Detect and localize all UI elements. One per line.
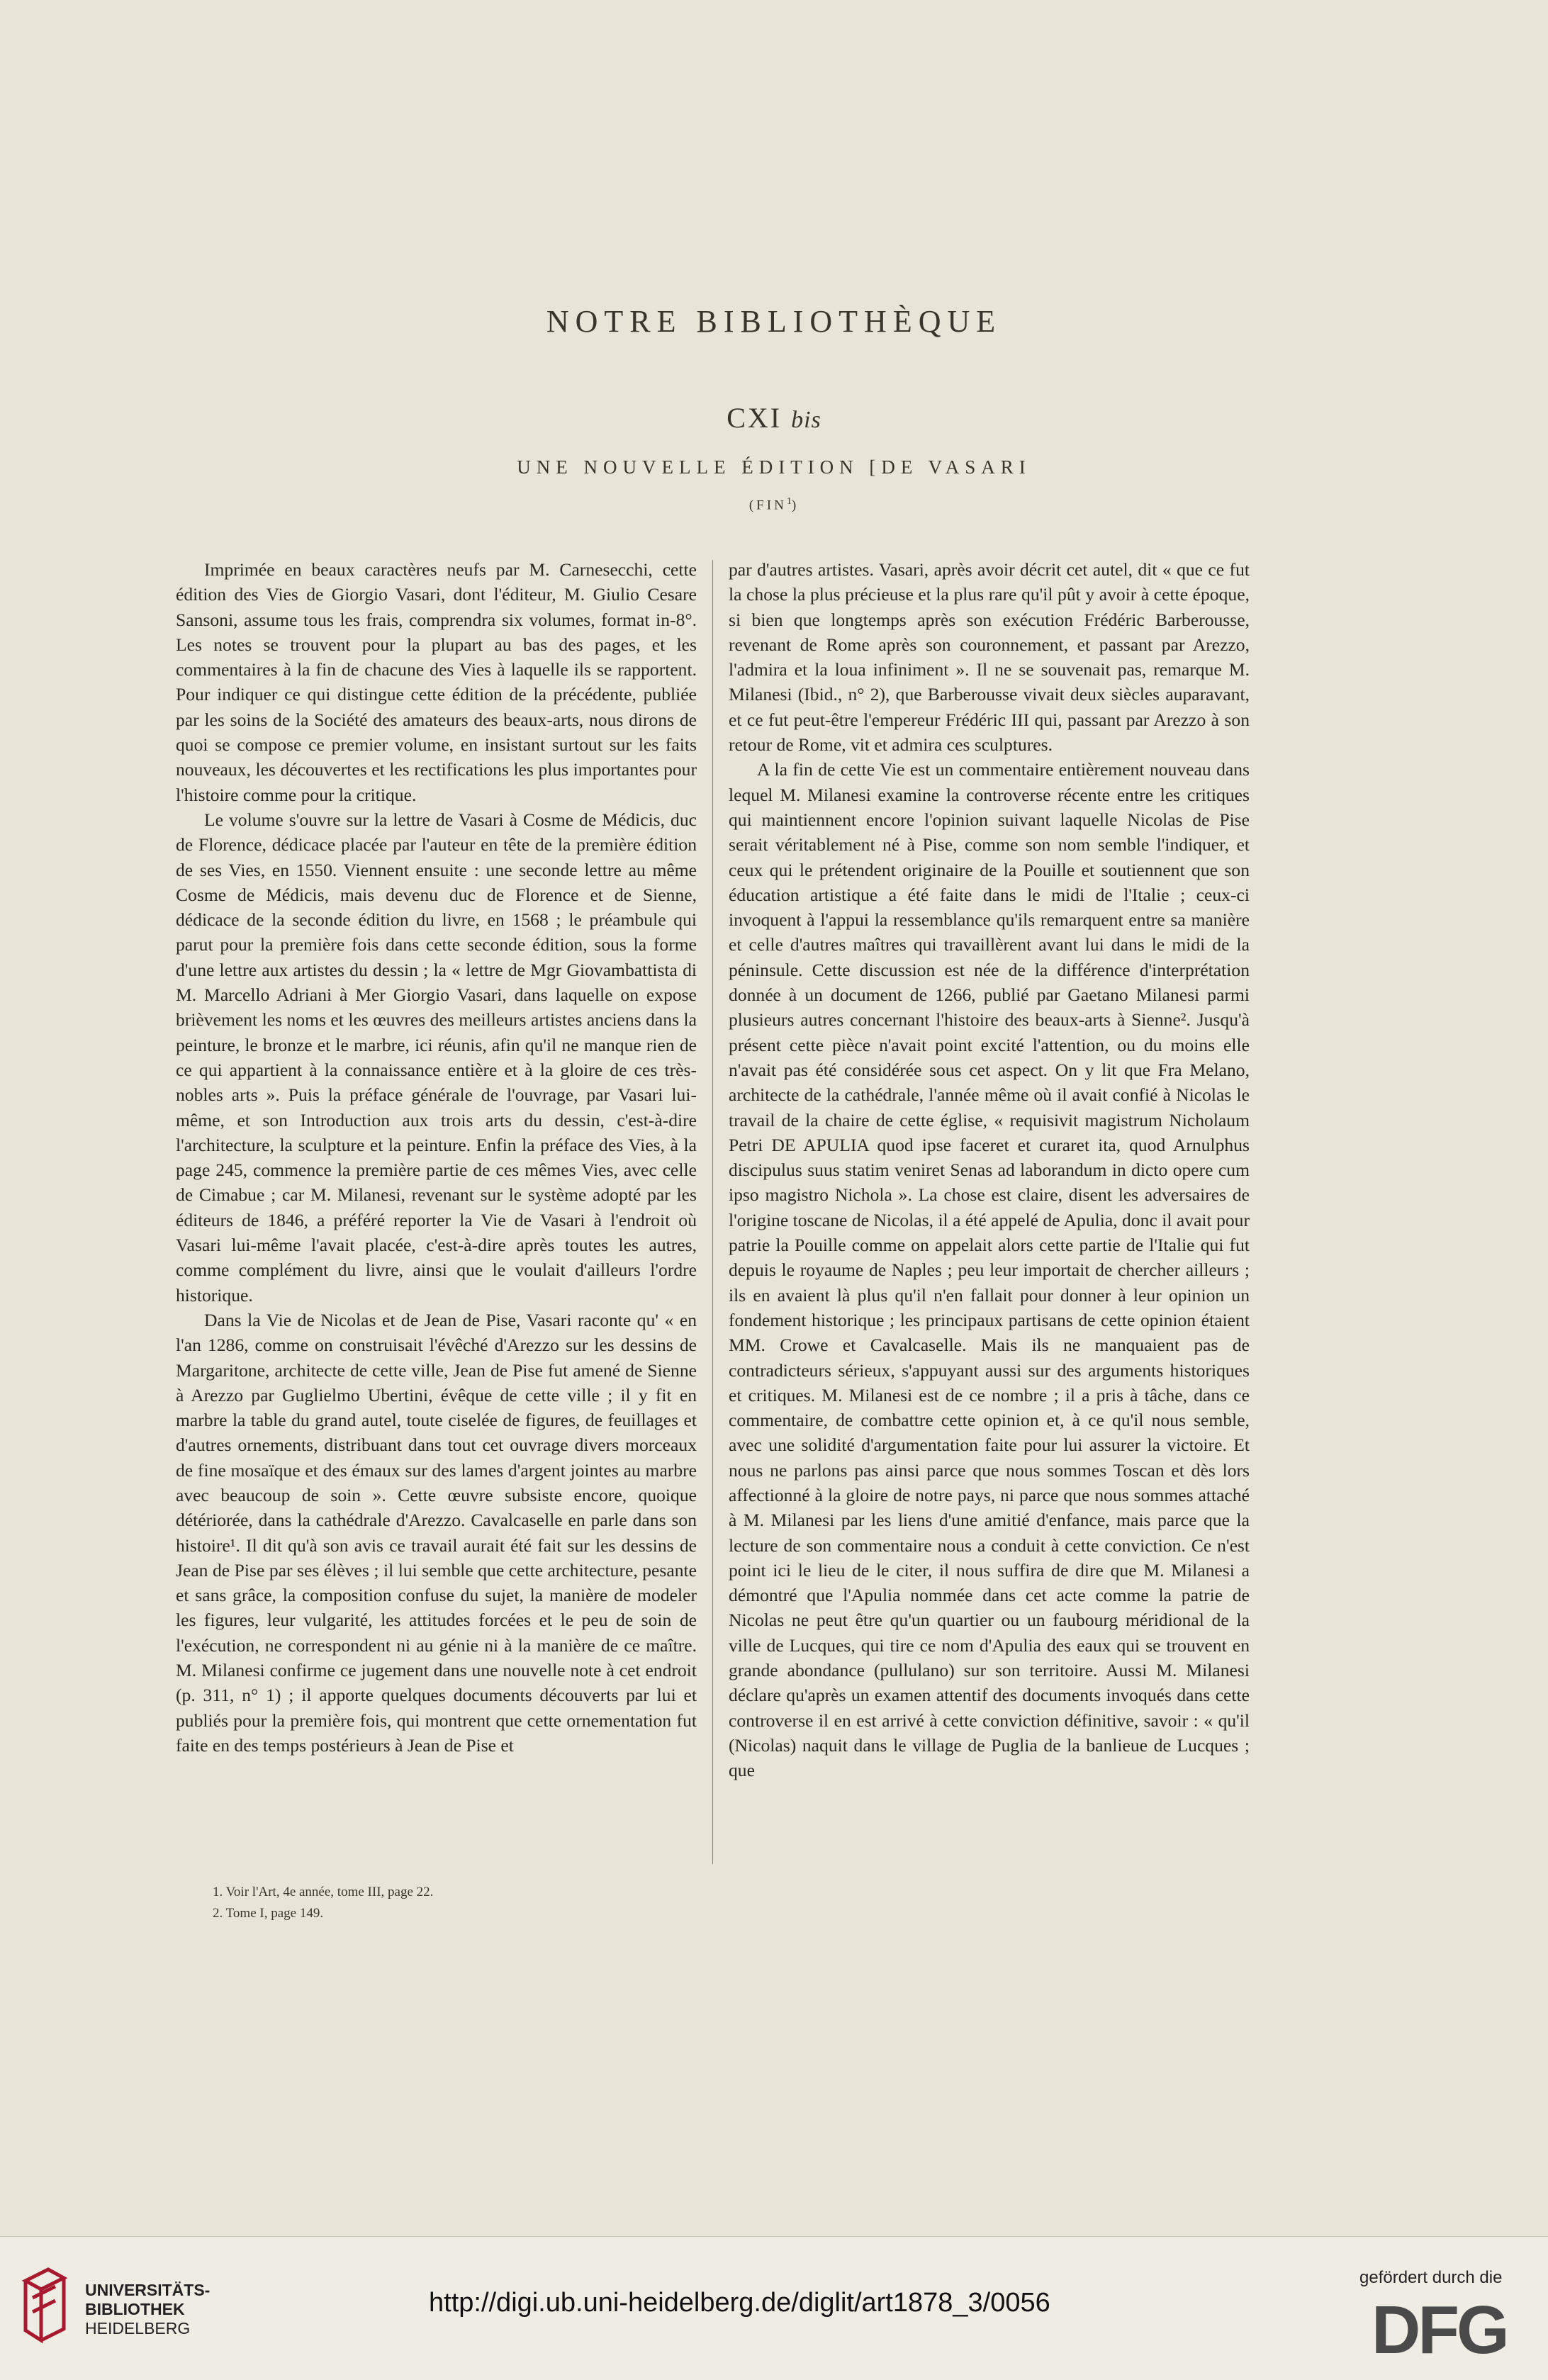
left-paragraph: Le volume s'ouvre sur la lettre de Vasari à Cosme de Médicis, duc de Florence, dédicace placée par l'auteur en tête de la première édition de ses Vies, en 1550. Viennent ensuite : une seconde lettre au même Cosme de Médicis, mais devenu duc de Florence et de Sienne, dédicace de la seconde édition du livre, en 1568 ; le préambule qui parut pour la première fois dans cette seconde édition, sous la forme d'une lettre aux artistes du dessin ; la « lettre de Mgr Giovambattista di M. Marcello Adriani à Mer Giorgio Vasari, dans laquelle on expose brièvement les noms et les œuvres des meilleurs artistes anciens dans la peinture, le bronze et le marbre, ici réunis, afin qu'il ne manque rien de ce qui appartient à la connaissance entière et à la gloire de ces très-nobles arts ». Puis la préface générale de l'ouvrage, par Vasari lui-même, et son Introduction aux trois arts du dessin, c'est-à-dire l'architecture, la sculpture et la peinture. Enfin la préface des Vies, à la page 245, commence la première partie de ces mêmes Vies, avec celle de Cimabue ; car M. Milanesi, revenant sur le système adopté par les éditeurs de 1846, a préféré reporter la Vie de Vasari à l'endroit où Vasari lui-même l'avait placée, c'est-à-dire après toutes les autres, comme complément du livre, ainsi que le voulait d'ailleurs l'ordre historique. [176, 809, 697, 1306]
library-name[interactable] [85, 2281, 210, 2338]
column-divider [712, 560, 713, 1864]
permalink-url[interactable]: http://digi.ub.uni-heidelberg.de/diglit/art1878_3/0056 [429, 2288, 1050, 2318]
fin-note-ref: 1 [786, 496, 792, 507]
footnotes [213, 1882, 433, 1924]
bleed-through-ghost [709, 128, 1262, 227]
library-line-2: BIBLIOTHEK [85, 2300, 185, 2318]
article-number-roman: CXI [727, 402, 783, 434]
left-paragraph: Dans la Vie de Nicolas et de Jean de Pise, Vasari raconte qu' « en l'an 1286, comme on construisait l'évêché d'Arezzo sur les dessins de Margaritone, architecte de cette ville, Jean de Pise fut amené de Sienne à Arezzo par Guglielmo Ubertini, évêque de cette ville ; il y fit en marbre la table du grand autel, toute ciselée de figures, de feuillages et d'autres ornements, distribuant dans tout cet ouvrage divers morceaux de fine mosaïque et des émaux sur des lames d'argent jointes au marbre avec beaucoup de soin ». Cette œuvre subsiste encore, quoique détériorée, dans la cathédrale d'Arezzo. Cavalcaselle en parle dans son histoire¹. Il dit qu'à son avis ce travail aurait été fait sur les dessins de Jean de Pise par ses élèves ; il lui semble que cette architecture, pesante et sans grâce, la composition confuse du sujet, la manière de modeler les figures, leur vulgarité, les attitudes forcées et le peu de soin de l'exécution, ne correspondent ni au génie ni à la manière de ce maître. M. Milanesi confirme ce jugement dans une nouvelle note à cet endroit (p. 311, n° 1) ; il apporte quelques documents découverts par lui et publiés pour la première fois, qui montrent que cette ornementation fut faite en des temps postérieurs à Jean de Pise et [176, 1309, 697, 1756]
ub-heidelberg-logo-icon[interactable] [20, 2267, 69, 2345]
funded-by-label: gefördert durch die [1359, 2268, 1503, 2287]
fin-close: ) [791, 498, 800, 513]
library-line-3: HEIDELBERG [85, 2319, 191, 2337]
article-number-suffix: bis [791, 407, 821, 433]
dfg-logo-icon[interactable] [1372, 2296, 1527, 2360]
article-number [0, 401, 1548, 434]
footnote: 2. Tome I, page 149. [213, 1906, 324, 1921]
section-title: NOTRE BIBLIOTHÈQUE [546, 304, 1002, 339]
right-column [729, 557, 1250, 1783]
left-column [176, 557, 697, 1758]
dfg-logo-text: DFG [1372, 2296, 1507, 2360]
fin-text: (FIN [748, 498, 787, 513]
fin-label [0, 496, 1548, 513]
left-paragraph: Imprimée en beaux caractères neufs par M. Carnesecchi, cette édition des Vies de Giorgio Vasari, dont l'éditeur, M. Giulio Cesare Sansoni, assume tous les frais, comprendra six volumes, format in-8°. Les notes se trouvent pour la plupart au bas des pages, et les commentaires à la fin de chacune des Vies à laquelle ils se rapportent. Pour indiquer ce qui distingue cette édition de la précédente, publiée par les soins de la Société des amateurs des beaux-arts, nous dirons de quoi se compose ce premier volume, en insistant surtout sur les faits nouveaux, les découvertes et les rectifications les plus importantes pour l'histoire comme pour la critique. [176, 559, 697, 805]
footnote: 1. Voir l'Art, 4e année, tome III, page 22. [213, 1885, 434, 1899]
right-paragraph: A la fin de cette Vie est un commentaire entièrement nouveau dans lequel M. Milanesi examine la controverse récente entre les critiques qui maintiennent encore l'opinion suivant laquelle Nicolas de Pise serait véritablement né à Pise, comme son nom semble l'indiquer, et ceux qui le prétendent originaire de la Pouille et soutiennent que son éducation artistique a été faite dans le midi de l'Italie ; ceux-ci invoquent à l'appui la ressemblance qu'ils remarquent entre sa manière et celle d'autres maîtres qui travaillèrent avant lui dans le midi de la péninsule. Cette discussion est née de la différence d'interprétation donnée à un document de 1266, publié par Gaetano Milanesi parmi plusieurs autres concernant l'histoire des beaux-arts à Sienne². Jusqu'à présent cette pièce n'avait point excité l'attention, ou du moins elle n'avait pas été considérée sous cet aspect. On y lit que Fra Melano, architecte de la cathédrale, l'année même où il avait confié à Nicolas le travail de la chaire de cette église, « requisivit magistrum Nicholaum Petri DE APULIA quod ipse faceret et curaret ita, quod Arnulphus discipulus suus statim veniret Senas ad laborandum in dicto opere cum ipso magistro Nichola ». La chose est claire, disent les adversaires de l'origine toscane de Nicolas, il a été appelé de Apulia, donc il avait pour patrie la Pouille comme on appelait alors cette partie de l'Italie qui fut depuis le royaume de Naples ; peu leur importait de chercher ailleurs ; ils en avaient là plus qu'il n'en fallait pour donner à leur opinion un fondement historique ; les principaux partisans de cette opinion étaient MM. Crowe et Cavalcaselle. Mais ils ne manquaient pas de contradicteurs sérieux, s'appuyant aussi sur des arguments historiques et critiques. M. Milanesi est de ce nombre ; il a pris à tâche, dans ce commentaire, de combattre cette opinion et, à ce qu'il nous semble, avec une solidité d'argumentation faite pour lui assurer la victoire. Et nous ne parlons pas ainsi parce que nous sommes Toscan et dès lors affectionné à la gloire de notre pays, ni parce que nous sommes attaché à M. Milanesi par les liens d'une amitié d'enfance, mais parce que la lecture de son commentaire nous a conduit à cette conviction. Ce n'est point ici le lieu de le citer, il nous suffira de dire que M. Milanesi a démontré que l'Apulia nommée dans cet acte comme la patrie de Nicolas ne peut être qu'un quartier ou un faubourg méridional de la ville de Lucques, qui tire ce nom d'Apulia des eaux qui se trouvent en grande abondance (pullulano) sur son territoire. Aussi M. Milanesi déclare qu'après un examen attentif des documents invoqués dans cette controverse il en est arrivé à cette conviction définitive, savoir : « qu'il (Nicolas) naquit dans le village de Puglia de la banlieue de Lucques ; que [729, 759, 1250, 1781]
right-paragraph: par d'autres artistes. Vasari, après avoir décrit cet autel, dit « que ce fut la chose la plus précieuse et la plus rare qu'il pût y avoir à cette époque, si bien que longtemps après son exécution Frédéric Barberousse, revenant de Rome après son couronnement, et passant par Arezzo, l'admira et la loua infiniment ». Il ne se souvenait pas, remarque M. Milanesi (Ibid., n° 2), que Barberousse vivait deux siècles auparavant, et ce fut peut-être l'empereur Frédéric III qui, passant par Arezzo à son retour de Rome, vit et admira ces sculptures. [729, 559, 1250, 756]
article-subtitle: UNE NOUVELLE ÉDITION [DE VASARI [517, 456, 1031, 478]
library-line-1: UNIVERSITÄTS- [85, 2281, 211, 2299]
